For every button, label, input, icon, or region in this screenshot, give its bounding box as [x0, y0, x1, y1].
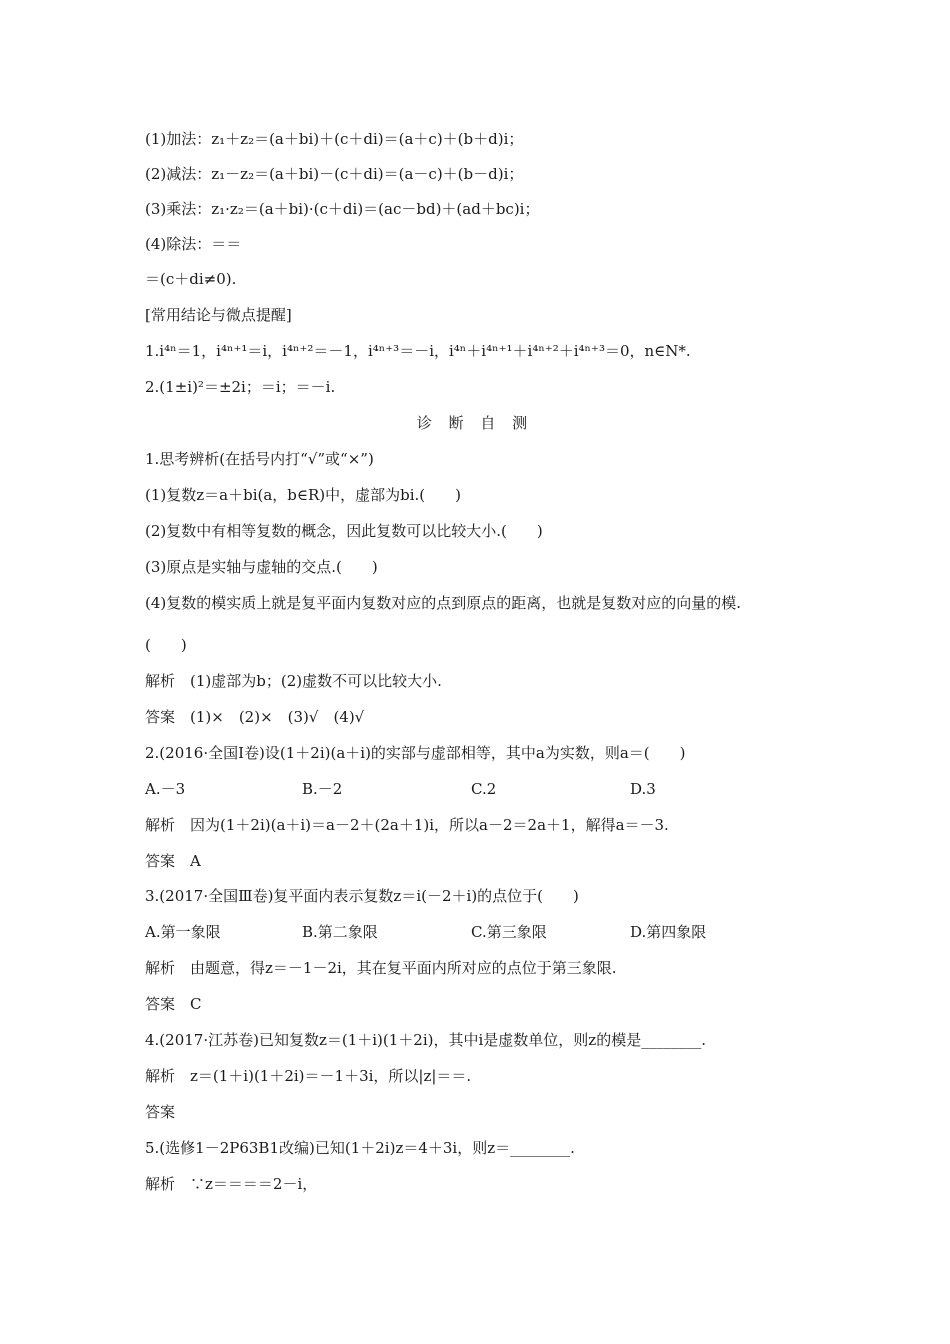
question-1-item-3: (3)原点是实轴与虚轴的交点.( )	[145, 558, 378, 576]
question-1-item-4: (4)复数的模实质上就是复平面内复数对应的点到原点的距离，也就是复数对应的向量的模.	[145, 594, 742, 612]
division-rule: (4)除法：＝＝	[145, 235, 242, 253]
question-5-stem: 5.(选修1－2P63B1改编)已知(1＋2i)z＝4＋3i，则z＝________.	[145, 1139, 575, 1157]
question-2-option-d: D.3	[630, 780, 656, 798]
question-2-stem: 2.(2016·全国Ⅰ卷)设(1＋2i)(a＋i)的实部与虚部相等，其中a为实数，则a＝( )	[145, 744, 686, 762]
section-title: 诊 断 自 测	[416, 414, 534, 432]
question-1-analysis: 解析 (1)虚部为b；(2)虚数不可以比较大小.	[145, 672, 442, 690]
question-2-analysis: 解析 因为(1＋2i)(a＋i)＝a－2＋(2a＋1)i，所以a－2＝2a＋1，解得a＝－3.	[145, 816, 669, 834]
section-heading: [常用结论与微点提醒]	[145, 306, 292, 324]
question-1-title: 1.思考辨析(在括号内打“√”或“×”)	[145, 450, 374, 468]
question-2-option-a: A.－3	[145, 780, 186, 798]
division-rule-cont: ＝(c＋di≠0).	[145, 270, 237, 288]
question-3-option-a: A.第一象限	[145, 923, 221, 941]
question-3-option-c: C.第三象限	[471, 923, 547, 941]
question-1-item-1: (1)复数z＝a＋bi(a，b∈R)中，虚部为bi.( )	[145, 486, 462, 504]
question-5-analysis: 解析 ∵z＝＝＝＝2－i，	[145, 1175, 318, 1193]
question-4-analysis: 解析 z＝(1＋i)(1＋2i)＝－1＋3i，所以|z|＝＝.	[145, 1067, 472, 1085]
question-2-option-c: C.2	[471, 780, 497, 798]
conclusion-1: 1.i⁴ⁿ＝1，i⁴ⁿ⁺¹＝i，i⁴ⁿ⁺²＝－1，i⁴ⁿ⁺³＝－i，i⁴ⁿ＋i⁴ⁿ⁺¹＋i⁴ⁿ⁺²＋i⁴ⁿ⁺³＝0，n∈N*.	[145, 342, 691, 360]
question-1-item-4-bracket: ( )	[145, 636, 187, 654]
question-2-answer: 答案 A	[145, 852, 201, 870]
question-1-item-2: (2)复数中有相等复数的概念，因此复数可以比较大小.( )	[145, 522, 543, 540]
question-2-option-b: B.－2	[302, 780, 343, 798]
question-3-answer: 答案 C	[145, 995, 202, 1013]
question-4-answer: 答案	[145, 1103, 176, 1121]
question-3-stem: 3.(2017·全国Ⅲ卷)复平面内表示复数z＝i(－2＋i)的点位于( )	[145, 887, 579, 905]
question-3-analysis: 解析 由题意，得z＝－1－2i，其在复平面内所对应的点位于第三象限.	[145, 959, 617, 977]
question-1-answer: 答案 (1)× (2)× (3)√ (4)√	[145, 708, 365, 726]
conclusion-2: 2.(1±i)²＝±2i；＝i；＝－i.	[145, 378, 336, 396]
multiplication-rule: (3)乘法：z₁·z₂＝(a＋bi)·(c＋di)＝(ac－bd)＋(ad＋bc)i；	[145, 200, 540, 218]
question-3-option-b: B.第二象限	[302, 923, 378, 941]
question-4-stem: 4.(2017·江苏卷)已知复数z＝(1＋i)(1＋2i)，其中i是虚数单位，则z的模是________.	[145, 1031, 706, 1049]
subtraction-rule: (2)减法：z₁－z₂＝(a＋bi)－(c＋di)＝(a－c)＋(b－d)i；	[145, 165, 524, 183]
question-3-option-d: D.第四象限	[630, 923, 707, 941]
addition-rule: (1)加法：z₁＋z₂＝(a＋bi)＋(c＋di)＝(a＋c)＋(b＋d)i；	[145, 130, 524, 148]
